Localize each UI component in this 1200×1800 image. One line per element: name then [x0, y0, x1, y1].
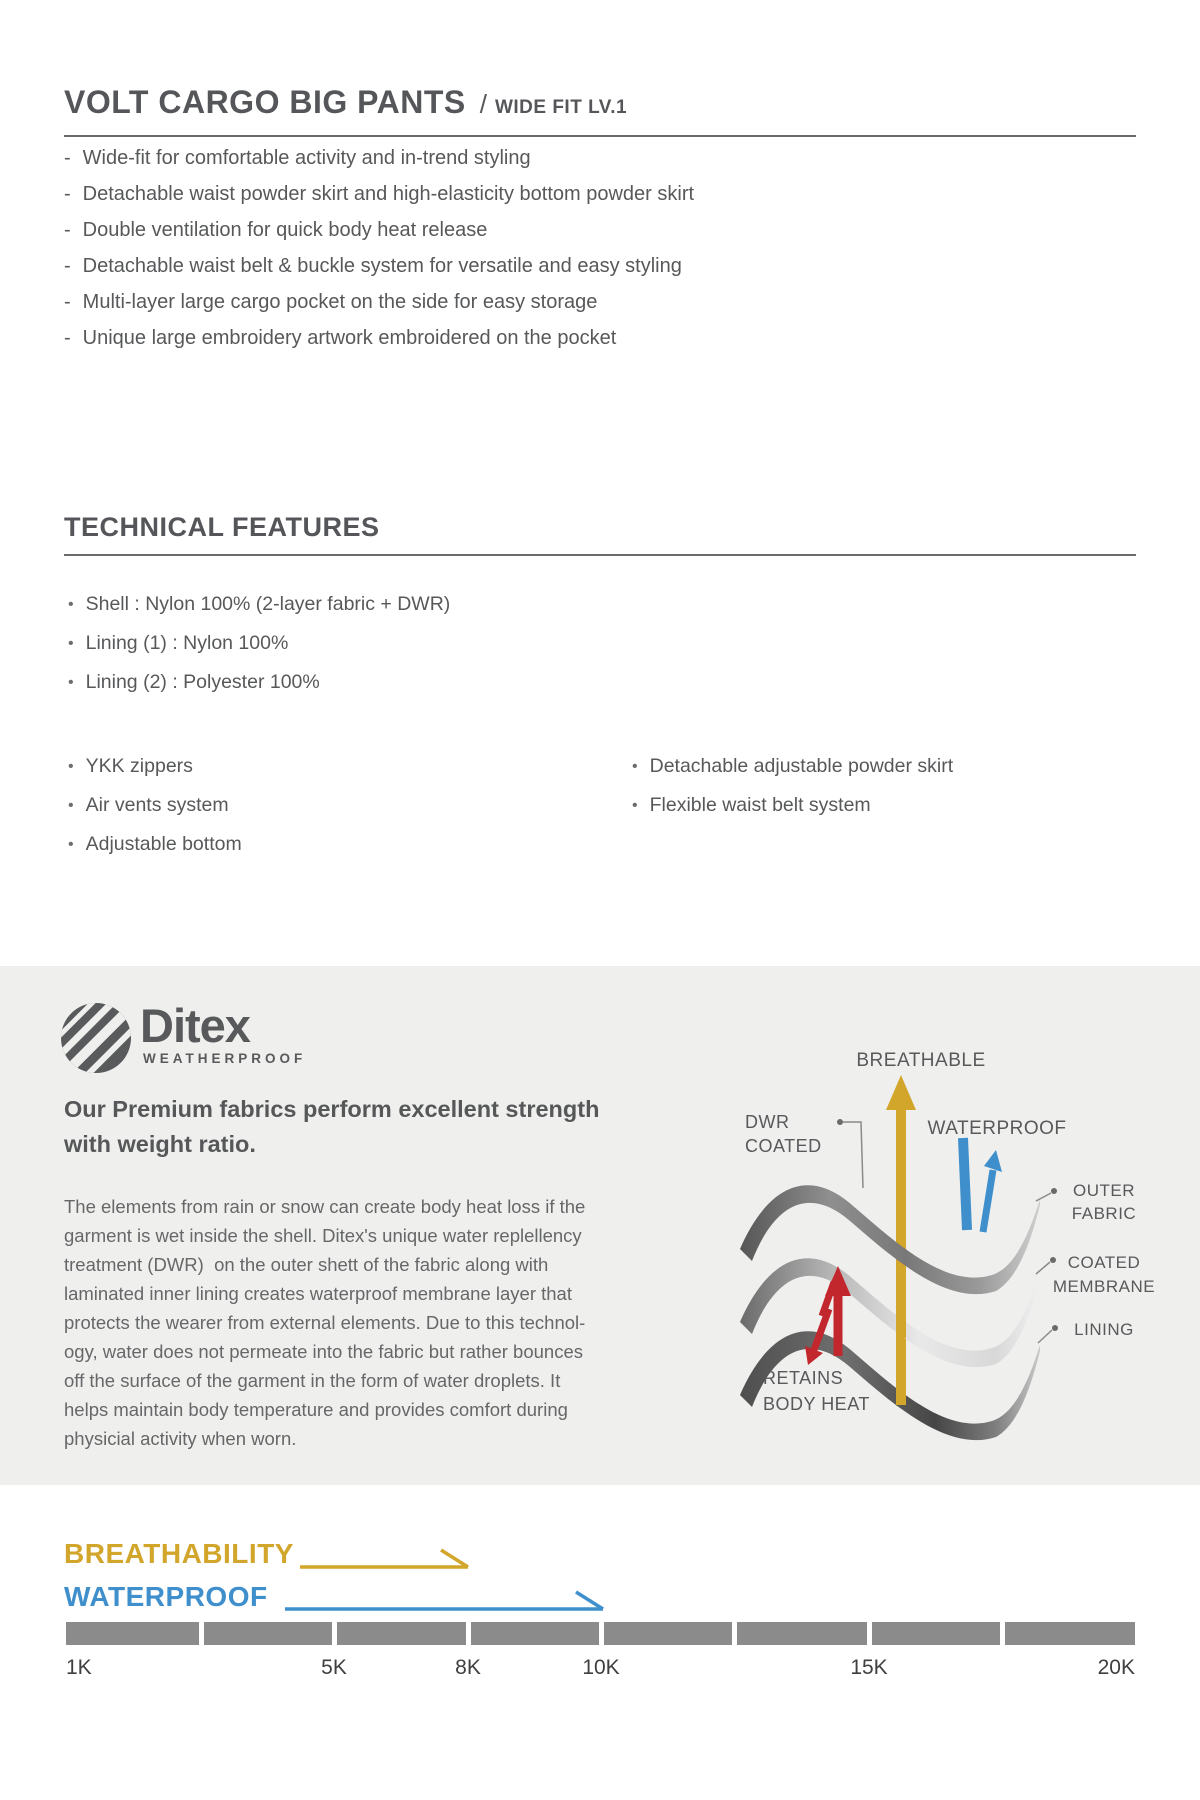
dot-bullet: • [68, 797, 74, 814]
body-line: ogy, water does not permeate into the fabric but rather bounces [64, 1341, 583, 1362]
body-line: off the surface of the garment in the form of water droplets. It [64, 1370, 561, 1391]
dot-bullet: • [68, 635, 74, 652]
breathability-label: BREATHABILITY [64, 1538, 294, 1569]
tick-label: 5K [321, 1656, 347, 1679]
body-line: garment is wet inside the shell. Ditex's unique water replellency [64, 1225, 582, 1246]
section-heading-technical-features: TECHNICAL FEATURES [64, 512, 1136, 556]
list-item [64, 184, 694, 205]
dash-bullet: - [64, 291, 71, 313]
tech-feature-column-left [68, 756, 242, 873]
list-item [64, 292, 694, 313]
dash-bullet: - [64, 183, 71, 205]
list-item [64, 148, 694, 169]
lining-label: LINING [1074, 1320, 1134, 1339]
tick-label: 15K [850, 1656, 888, 1679]
brand-name: Ditex [140, 999, 250, 1052]
waterproof-arrow-bottom [285, 1590, 607, 1614]
headline-line: with weight ratio. [64, 1131, 256, 1157]
bar-segment [204, 1622, 332, 1645]
breathable-label: BREATHABLE [856, 1050, 986, 1071]
tech-feature-text: Detachable adjustable powder skirt [649, 755, 954, 777]
outer-fabric-label: OUTER [1073, 1181, 1135, 1200]
band-body-text [64, 1192, 585, 1453]
outer-fabric-label: FABRIC [1071, 1204, 1137, 1223]
tech-feature-column-right [632, 756, 953, 834]
bar-segment [1005, 1622, 1135, 1645]
list-item [68, 795, 242, 816]
dwr-coated-label: COATED [745, 1136, 822, 1156]
tech-feature-text: Adjustable bottom [85, 833, 242, 855]
bar-segment [604, 1622, 732, 1645]
dot-bullet: • [68, 674, 74, 691]
list-item [68, 834, 242, 855]
bar-segment [872, 1622, 1000, 1645]
list-item [64, 220, 694, 241]
body-line: physicial activity when worn. [64, 1428, 297, 1449]
coated-membrane-label: COATED [1067, 1253, 1141, 1272]
breathability-arrow [300, 1548, 472, 1572]
tech-feature-text: Flexible waist belt system [649, 794, 871, 816]
page-subtitle: WIDE FIT LV.1 [494, 97, 628, 118]
material-text: Lining (2) : Polyester 100% [85, 671, 320, 693]
dot-bullet: • [68, 596, 74, 613]
dot-bullet: • [632, 758, 638, 775]
brand-tagline: WEATHERPROOF [143, 1051, 307, 1066]
list-item [68, 756, 242, 777]
retains-body-heat-label: BODY HEAT [763, 1394, 870, 1414]
retains-body-heat-label: RETAINS [763, 1368, 844, 1388]
waterproof-label: WATERPROOF [927, 1118, 1067, 1139]
body-line: protects the wearer from external elements. Due to this technol- [64, 1312, 586, 1333]
dot-bullet: • [68, 758, 74, 775]
waterproof-arrow [963, 1138, 1002, 1232]
coated-membrane-label: MEMBRANE [1052, 1277, 1156, 1296]
fabric-layers-diagram [730, 1020, 1200, 1480]
bar-segment [337, 1622, 466, 1645]
feature-text: Detachable waist powder skirt and high-elasticity bottom powder skirt [82, 183, 695, 205]
page-title: VOLT CARGO BIG PANTS [64, 84, 466, 120]
bar-segment [471, 1622, 599, 1645]
material-text: Shell : Nylon 100% (2-layer fabric + DWR) [85, 593, 451, 615]
dash-bullet: - [64, 147, 71, 169]
bar-segment [66, 1622, 199, 1645]
feature-text: Unique large embroidery artwork embroidered on the pocket [82, 327, 617, 349]
header [64, 84, 1136, 137]
title-separator: / [479, 89, 487, 119]
dash-bullet: - [64, 219, 71, 241]
headline-line: Our Premium fabrics perform excellent strength [64, 1096, 600, 1122]
dot-bullet: • [68, 836, 74, 853]
body-line: laminated inner lining creates waterproof membrane layer that [64, 1283, 572, 1304]
materials-list [68, 594, 450, 711]
tick-label: 20K [1097, 1656, 1135, 1679]
body-line: The elements from rain or snow can create body heat loss if the [64, 1196, 586, 1217]
dwr-coated-label: DWR [745, 1112, 790, 1132]
body-line: helps maintain body temperature and provides comfort during [64, 1399, 568, 1420]
dash-bullet: - [64, 255, 71, 277]
band-headline [64, 1092, 599, 1162]
tick-label: 10K [582, 1656, 620, 1679]
feature-text: Double ventilation for quick body heat release [82, 219, 488, 241]
material-text: Lining (1) : Nylon 100% [85, 632, 289, 654]
feature-text: Multi-layer large cargo pocket on the side for easy storage [82, 291, 598, 313]
body-line: treatment (DWR) on the outer shett of the fabric along with [64, 1254, 549, 1275]
tech-feature-text: Air vents system [85, 794, 229, 816]
waterproof-label-bottom: WATERPROOF [64, 1581, 268, 1612]
list-item [632, 756, 953, 777]
tick-label: 1K [66, 1656, 92, 1679]
feature-text: Detachable waist belt & buckle system for versatile and easy styling [82, 255, 682, 277]
list-item [68, 594, 450, 615]
tech-feature-text: YKK zippers [85, 755, 193, 777]
feature-list [64, 148, 694, 364]
list-item [68, 672, 450, 693]
feature-text: Wide-fit for comfortable activity and in-trend styling [82, 147, 531, 169]
list-item [632, 795, 953, 816]
bar-segment [737, 1622, 867, 1645]
tick-label: 8K [455, 1656, 481, 1679]
dot-bullet: • [632, 797, 638, 814]
list-item [64, 328, 694, 349]
ditex-logo-icon [58, 1000, 134, 1076]
list-item [64, 256, 694, 277]
dash-bullet: - [64, 327, 71, 349]
list-item [68, 633, 450, 654]
